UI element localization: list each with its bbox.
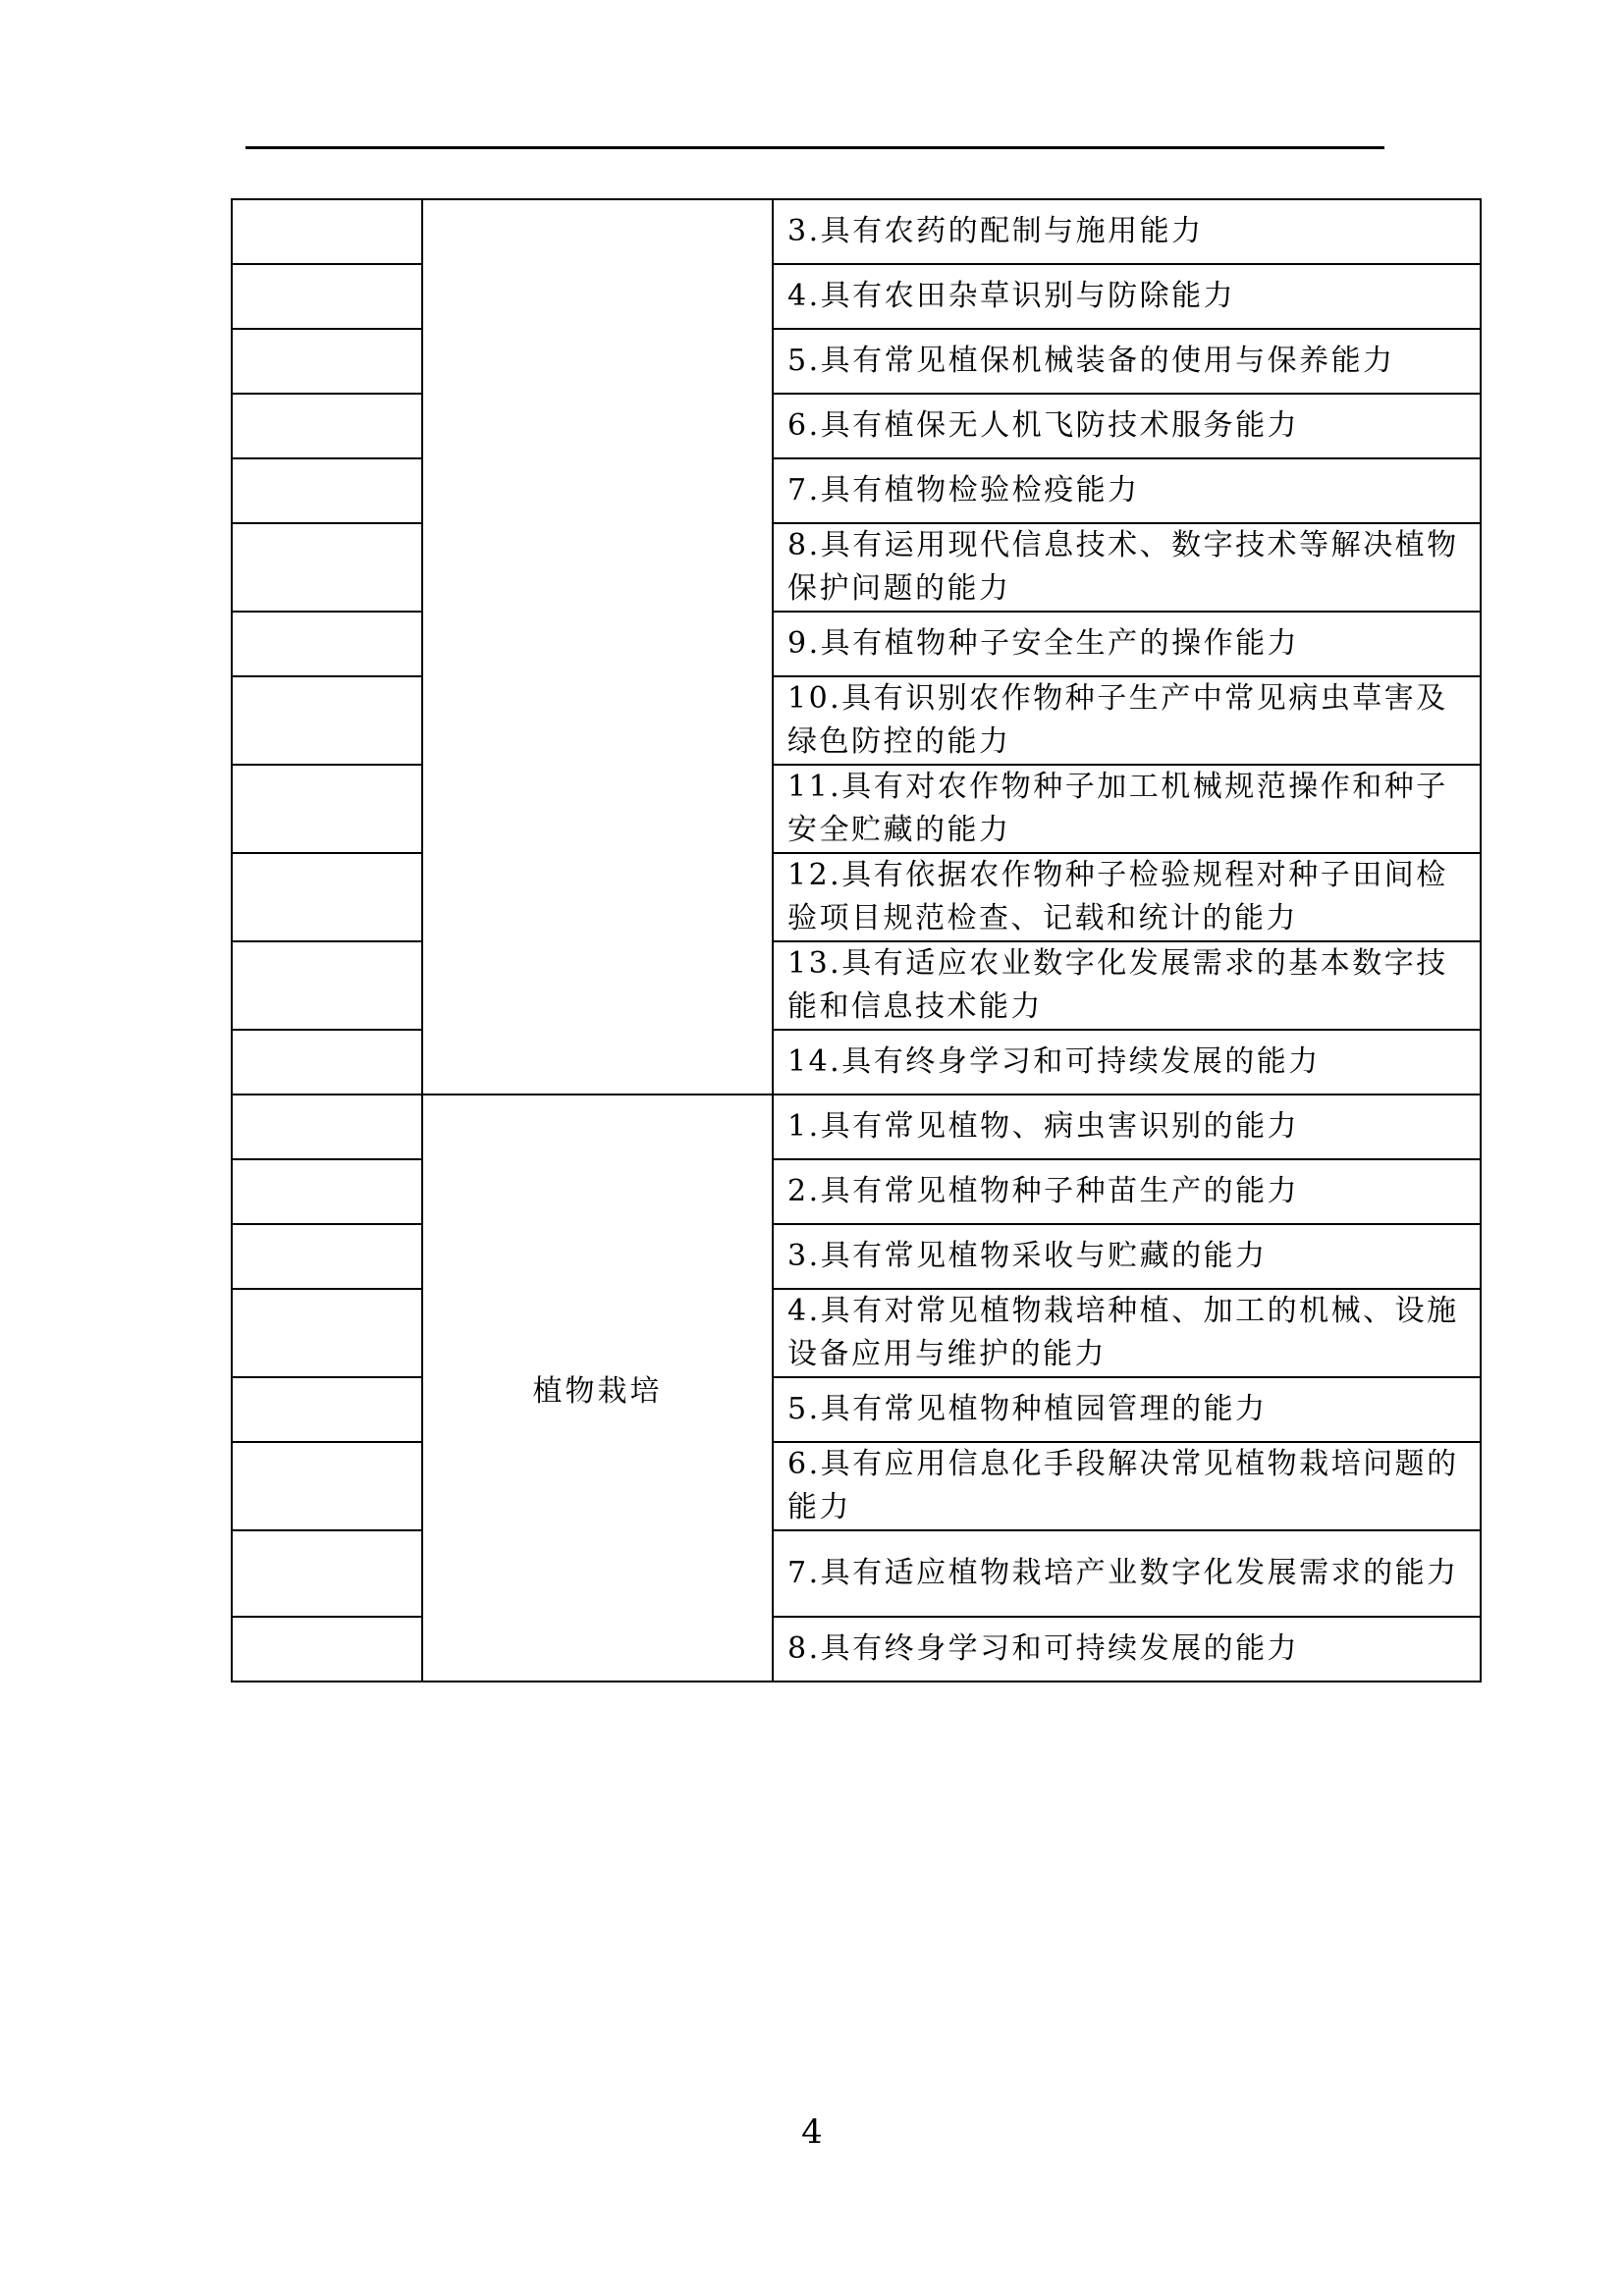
table-row xyxy=(232,1617,1481,1682)
empty-cell xyxy=(232,1159,422,1224)
empty-cell xyxy=(232,1224,422,1289)
table-row xyxy=(232,941,1481,1030)
table-row xyxy=(232,1289,1481,1377)
ability-cell: 8.具有终身学习和可持续发展的能力 xyxy=(773,1617,1481,1682)
empty-cell xyxy=(232,1377,422,1442)
empty-cell xyxy=(232,1095,422,1159)
page-number: 4 xyxy=(801,2112,823,2152)
empty-cell xyxy=(232,458,422,523)
ability-cell: 4.具有对常见植物栽培种植、加工的机械、设施设备应用与维护的能力 xyxy=(773,1289,1481,1377)
ability-cell: 7.具有适应植物栽培产业数字化发展需求的能力 xyxy=(773,1530,1481,1617)
empty-cell xyxy=(232,523,422,612)
table-row xyxy=(232,1377,1481,1442)
ability-cell: 14.具有终身学习和可持续发展的能力 xyxy=(773,1030,1481,1095)
ability-cell: 10.具有识别农作物种子生产中常见病虫草害及绿色防控的能力 xyxy=(773,676,1481,765)
ability-cell: 12.具有依据农作物种子检验规程对种子田间检验项目规范检查、记载和统计的能力 xyxy=(773,853,1481,941)
empty-cell xyxy=(232,1442,422,1530)
ability-table xyxy=(231,198,1482,1682)
table-row xyxy=(232,612,1481,676)
ability-cell: 9.具有植物种子安全生产的操作能力 xyxy=(773,612,1481,676)
table-row xyxy=(232,1224,1481,1289)
empty-cell xyxy=(232,676,422,765)
table-row xyxy=(232,1030,1481,1095)
ability-cell: 1.具有常见植物、病虫害识别的能力 xyxy=(773,1095,1481,1159)
ability-cell: 2.具有常见植物种子种苗生产的能力 xyxy=(773,1159,1481,1224)
empty-cell xyxy=(232,394,422,458)
table-row xyxy=(232,1530,1481,1617)
empty-cell xyxy=(232,1030,422,1095)
header-rule xyxy=(245,146,1384,149)
empty-cell xyxy=(232,199,422,264)
ability-cell: 13.具有适应农业数字化发展需求的基本数字技能和信息技术能力 xyxy=(773,941,1481,1030)
empty-cell xyxy=(232,1617,422,1682)
ability-cell: 4.具有农田杂草识别与防除能力 xyxy=(773,264,1481,329)
ability-cell: 7.具有植物检验检疫能力 xyxy=(773,458,1481,523)
ability-cell: 6.具有植保无人机飞防技术服务能力 xyxy=(773,394,1481,458)
empty-cell xyxy=(232,1530,422,1617)
empty-cell xyxy=(232,1289,422,1377)
table-row xyxy=(232,1442,1481,1530)
table-row xyxy=(232,1159,1481,1224)
ability-cell: 6.具有应用信息化手段解决常见植物栽培问题的能力 xyxy=(773,1442,1481,1530)
empty-cell xyxy=(232,941,422,1030)
table-row xyxy=(232,329,1481,394)
table-row xyxy=(232,523,1481,612)
table-row xyxy=(232,1095,1481,1159)
table-row xyxy=(232,765,1481,853)
table-row xyxy=(232,458,1481,523)
table-row xyxy=(232,853,1481,941)
table-row xyxy=(232,394,1481,458)
ability-cell: 3.具有农药的配制与施用能力 xyxy=(773,199,1481,264)
table-row xyxy=(232,676,1481,765)
empty-cell xyxy=(232,329,422,394)
empty-cell xyxy=(232,765,422,853)
empty-cell xyxy=(232,612,422,676)
table-row xyxy=(232,199,1481,264)
table-row xyxy=(232,264,1481,329)
category-cell: 植物栽培 xyxy=(422,1095,773,1682)
category-cell xyxy=(422,199,773,1095)
ability-cell: 3.具有常见植物采收与贮藏的能力 xyxy=(773,1224,1481,1289)
ability-cell: 5.具有常见植物种植园管理的能力 xyxy=(773,1377,1481,1442)
ability-cell: 8.具有运用现代信息技术、数字技术等解决植物保护问题的能力 xyxy=(773,523,1481,612)
empty-cell xyxy=(232,264,422,329)
ability-cell: 11.具有对农作物种子加工机械规范操作和种子安全贮藏的能力 xyxy=(773,765,1481,853)
empty-cell xyxy=(232,853,422,941)
ability-cell: 5.具有常见植保机械装备的使用与保养能力 xyxy=(773,329,1481,394)
